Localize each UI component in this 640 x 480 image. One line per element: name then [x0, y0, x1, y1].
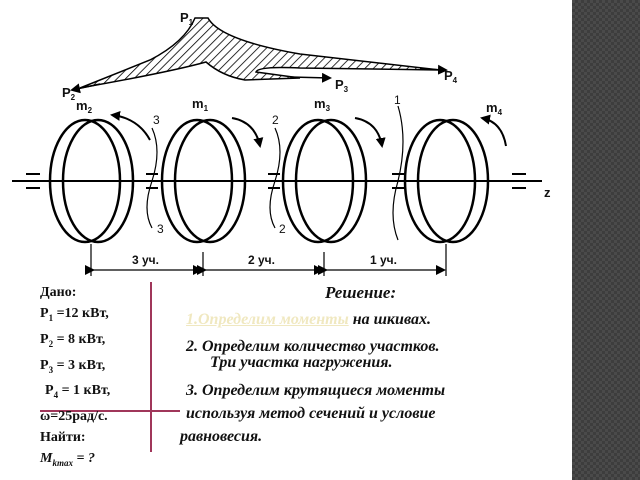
solution-step2-note: Три участка нагружения.: [210, 354, 393, 371]
zone1-label: 1 уч.: [370, 253, 397, 267]
step1-highlight: 1.Определим моменты: [186, 311, 349, 328]
section-line-2: [270, 128, 280, 228]
p4-arrow: [420, 69, 446, 70]
find-title: Найти:: [40, 430, 86, 446]
section-1-top-label: 1: [394, 93, 401, 107]
given-omega: ω=25рад/с.: [40, 409, 108, 425]
decorative-side-stripe: [572, 0, 640, 480]
m1-label: $m_1$: [192, 96, 209, 113]
solution-step3-line2: используя метод сечений и условие: [186, 405, 436, 422]
section-line-3: [147, 128, 157, 228]
p4-label: $P_4$: [444, 68, 458, 85]
m2-label: $m_2$: [76, 98, 93, 115]
z-axis-label: z: [544, 185, 551, 200]
solution-step3-line3: равновесия.: [180, 428, 263, 445]
given-p1: $P_1 =12$ кВт,: [40, 306, 109, 323]
p1-label: $P_1$: [180, 10, 194, 27]
section-3-top-label: 3: [153, 113, 160, 127]
given-p2: $P_2 = 8$ кВт,: [40, 331, 106, 349]
section-2-bottom-label: 2: [279, 222, 286, 236]
find-mkmax: $M_{kmax}$ = ?: [40, 451, 95, 468]
solution-block: [180, 282, 560, 447]
power-flow-shape: [80, 18, 440, 88]
p3-arrow: [290, 77, 330, 78]
zone3-label: 3 уч.: [132, 253, 159, 267]
m3-label: $m_3$: [314, 96, 331, 113]
moment-arrow-m4: [482, 118, 506, 146]
solution-step3-line1: 3. Определим крутящиеся моменты: [186, 382, 446, 399]
section-3-bottom-label: 3: [157, 222, 164, 236]
given-p4: $P_4 = 1$ кВт,: [45, 383, 111, 401]
solution-step1: 1.Определим моменты на шкивах.: [186, 311, 431, 328]
moment-arrow-m2: [112, 115, 150, 140]
p2-label: $P_2$: [62, 85, 76, 102]
zone2-label: 2 уч.: [248, 253, 275, 267]
m4-label: $m_4$: [486, 100, 503, 117]
given-p3: $P_3 = 3$ кВт,: [40, 357, 106, 375]
given-title: Дано:: [40, 285, 77, 300]
given-block: [40, 282, 152, 474]
section-2-top-label: 2: [272, 113, 279, 127]
solution-step2: 2. Определим количество участков.: [186, 338, 440, 355]
p3-label: $P_3$: [335, 77, 349, 94]
solution-title: Решение:: [325, 283, 397, 302]
